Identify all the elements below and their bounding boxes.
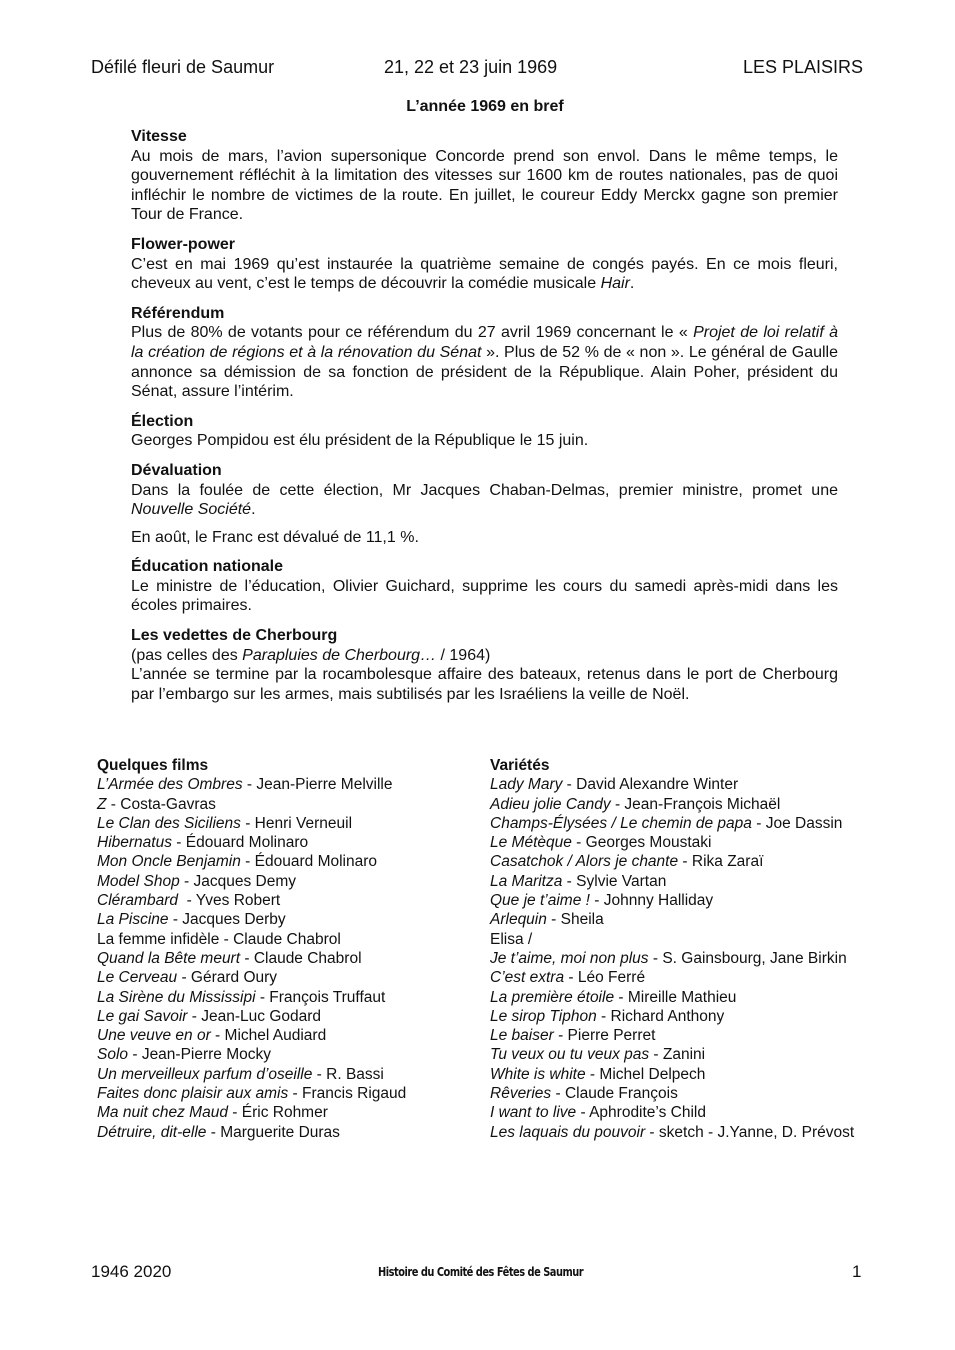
section-paragraph bbox=[131, 323, 838, 401]
entry-author: Édouard Molinaro bbox=[254, 853, 378, 871]
header-event-name: Défilé fleuri de Saumur bbox=[91, 57, 275, 77]
entry-title: Le sirop Tiphon bbox=[490, 1007, 597, 1025]
entry-author: Zanini bbox=[662, 1046, 706, 1064]
year-summary-sections bbox=[131, 127, 838, 714]
entry-title: Z bbox=[97, 795, 107, 813]
entry-title: Faites donc plaisir aux amis bbox=[97, 1085, 289, 1103]
section-paragraph bbox=[131, 431, 838, 451]
entry-title: Model Shop bbox=[97, 872, 180, 890]
song-item bbox=[490, 1026, 854, 1045]
entry-title: Que je t’aime ! bbox=[490, 892, 590, 910]
section-heading: Élection bbox=[131, 412, 194, 430]
song-item bbox=[490, 852, 854, 871]
section-heading: Dévaluation bbox=[131, 461, 222, 479]
entry-title: White is white bbox=[490, 1065, 586, 1083]
entry-title: Je t’aime, moi non plus bbox=[490, 949, 649, 967]
text-run: (pas celles des bbox=[131, 646, 243, 664]
entry-title: I want to live bbox=[490, 1104, 577, 1122]
entry-separator: - bbox=[678, 853, 692, 871]
summary-section bbox=[131, 304, 838, 402]
entry-author: Jean-Luc Godard bbox=[201, 1007, 322, 1025]
entry-separator: - bbox=[562, 776, 577, 794]
entry-author: Édouard Molinaro bbox=[185, 834, 309, 852]
film-item bbox=[97, 1084, 406, 1103]
text-run: L’année se termine par la rocambolesque affaire des bateaux, retenus dans le port de Cherbourg par l’embargo sur les armes, mais subtilisés par les Israéliens la veille de Noël. bbox=[131, 666, 838, 703]
entry-title: Clérambard bbox=[97, 892, 178, 910]
text-run: . bbox=[629, 275, 635, 293]
entry-author: Jacques Demy bbox=[193, 872, 297, 890]
song-item bbox=[490, 968, 854, 987]
entry-separator: - bbox=[551, 1085, 565, 1103]
header-dates: 21, 22 et 23 juin 1969 bbox=[384, 57, 558, 77]
entry-author: Pierre Perret bbox=[567, 1027, 656, 1045]
song-item bbox=[490, 1123, 854, 1142]
entry-title: La Maritza bbox=[490, 872, 563, 890]
entry-separator: - bbox=[179, 872, 194, 890]
entry-separator: - bbox=[645, 1123, 659, 1141]
entry-author: Sylvie Vartan bbox=[576, 872, 667, 890]
film-item bbox=[97, 1123, 406, 1142]
song-item bbox=[490, 1103, 854, 1122]
entry-separator: - bbox=[240, 814, 255, 832]
entry-author: Aphrodite’s Child bbox=[589, 1104, 706, 1122]
entry-author: sketch - J.Yanne, D. Prévost bbox=[658, 1123, 855, 1141]
text-run: C’est en mai 1969 qu’est instaurée la quatrième semaine de congés payés. En ce mois fleuri, cheveux au vent, c’est le temps de découvrir la comédie musicale bbox=[131, 255, 838, 293]
song-item bbox=[490, 795, 854, 814]
entry-separator: - bbox=[242, 776, 257, 794]
entry-separator: - bbox=[255, 988, 270, 1006]
entry-separator: - bbox=[171, 834, 186, 852]
entry-title: L’Armée des Ombres bbox=[97, 776, 243, 794]
entry-separator: - bbox=[553, 1027, 568, 1045]
film-item bbox=[97, 852, 406, 871]
entry-separator: - bbox=[564, 969, 578, 987]
film-item bbox=[97, 795, 406, 814]
entry-author: S. Gainsbourg, Jane Birkin bbox=[662, 949, 847, 967]
film-item bbox=[97, 872, 406, 891]
film-item bbox=[97, 910, 406, 929]
entry-separator: - bbox=[562, 872, 577, 890]
entry-title: La Piscine bbox=[97, 911, 169, 929]
text-run: ». Plus de 52 % de « non ». Le général de Gaulle annonce sa démission de sa fonction de président de la République. Alain Poher, président du Sénat, assure l’intérim. bbox=[131, 343, 838, 401]
entry-separator: - bbox=[585, 1065, 600, 1083]
song-item bbox=[490, 1065, 854, 1084]
section-paragraph bbox=[131, 646, 838, 705]
song-item bbox=[490, 1045, 854, 1064]
film-item bbox=[97, 1045, 406, 1064]
entry-author: Claude François bbox=[564, 1085, 678, 1103]
header-section-name: LES PLAISIRS bbox=[742, 57, 863, 77]
song-item bbox=[490, 910, 854, 929]
film-item bbox=[97, 814, 406, 833]
entry-separator: - bbox=[610, 795, 625, 813]
song-item bbox=[490, 891, 854, 910]
entry-separator: - bbox=[596, 1007, 611, 1025]
section-paragraph bbox=[131, 255, 838, 294]
entry-text: Elisa / bbox=[490, 930, 533, 948]
entry-separator: - bbox=[751, 814, 766, 832]
text-run: Georges Pompidou est élu président de la République le 15 juin. bbox=[131, 432, 589, 450]
entry-title: La Sirène du Mississipi bbox=[97, 988, 256, 1006]
song-item bbox=[490, 833, 854, 852]
section-heading: Référendum bbox=[131, 304, 225, 322]
section-paragraph bbox=[131, 147, 838, 225]
variety-heading: Variétés bbox=[490, 757, 550, 774]
entry-title: Quand la Bête meurt bbox=[97, 949, 241, 967]
entry-title: Le gai Savoir bbox=[97, 1007, 188, 1025]
entry-author: Rika Zaraï bbox=[691, 853, 764, 871]
page-number: 1 bbox=[852, 1262, 862, 1281]
song-item bbox=[490, 930, 854, 949]
section-heading: Flower-power bbox=[131, 235, 236, 253]
entry-separator: - bbox=[206, 1123, 221, 1141]
section-heading: Les vedettes de Cherbourg bbox=[131, 627, 338, 645]
entry-title: Tu veux ou tu veux pas bbox=[490, 1046, 650, 1064]
film-item bbox=[97, 1007, 406, 1026]
entry-author: Michel Audiard bbox=[224, 1027, 327, 1045]
film-item bbox=[97, 988, 406, 1007]
section-paragraph bbox=[131, 528, 838, 548]
entry-author: Henri Verneuil bbox=[254, 814, 353, 832]
entry-separator: - bbox=[187, 1007, 202, 1025]
variety-list bbox=[490, 775, 854, 1142]
entry-author: François Truffaut bbox=[269, 988, 386, 1006]
text-run: Au mois de mars, l’avion supersonique Concorde prend son envol. Dans le même temps, le gouvernement réfléchit à la limitation des vitesses sur 1600 km de routes nationales, pas de quoi infléchir le nombre de victimes de la route. En juillet, le coureur Eddy Merckx gagne son premier Tour de France. bbox=[131, 147, 838, 224]
summary-section bbox=[131, 626, 838, 704]
entry-text: La femme infidèle - Claude Chabrol bbox=[97, 930, 341, 948]
entry-title: Solo bbox=[97, 1046, 129, 1064]
film-item bbox=[97, 1103, 406, 1122]
entry-title: Le Métèque bbox=[490, 834, 572, 852]
entry-author: Georges Moustaki bbox=[585, 834, 712, 852]
italic-text: Projet de loi relatif à la création de régions et à la rénovation du Sénat bbox=[131, 324, 839, 361]
song-item bbox=[490, 988, 854, 1007]
italic-text: Hair bbox=[600, 275, 630, 293]
entry-title: La première étoile bbox=[490, 988, 615, 1006]
film-item bbox=[97, 930, 406, 949]
song-item bbox=[490, 872, 854, 891]
section-heading: Éducation nationale bbox=[131, 558, 284, 576]
entry-author: R. Bassi bbox=[326, 1065, 384, 1083]
entry-separator: - bbox=[288, 1085, 303, 1103]
footer-years: 1946 2020 bbox=[91, 1262, 172, 1281]
entry-title: C’est extra bbox=[490, 969, 565, 987]
entry-author: Marguerite Duras bbox=[220, 1123, 340, 1141]
films-list bbox=[97, 775, 406, 1142]
entry-title: Arlequin bbox=[490, 911, 547, 929]
entry-author: Éric Rohmer bbox=[241, 1104, 328, 1122]
film-item bbox=[97, 968, 406, 987]
entry-separator: - bbox=[614, 988, 628, 1006]
footer-book-title: Histoire du Comité des Fêtes de Saumur bbox=[378, 1265, 584, 1279]
entry-author: David Alexandre Winter bbox=[576, 776, 739, 794]
summary-section bbox=[131, 412, 838, 451]
film-item bbox=[97, 833, 406, 852]
entry-separator: - bbox=[106, 795, 121, 813]
entry-title: Ma nuit chez Maud bbox=[97, 1104, 228, 1122]
summary-section bbox=[131, 461, 838, 547]
entry-title: Un merveilleux parfum d’oseille bbox=[97, 1065, 313, 1083]
entry-separator: - bbox=[227, 1104, 242, 1122]
entry-separator: - bbox=[240, 949, 254, 967]
entry-author: Costa-Gavras bbox=[120, 795, 216, 813]
entry-title: Adieu jolie Candy bbox=[490, 795, 611, 813]
films-column bbox=[97, 756, 406, 1142]
entry-author: Jean-Pierre Mocky bbox=[141, 1046, 272, 1064]
song-item bbox=[490, 775, 854, 794]
film-item bbox=[97, 891, 406, 910]
entry-title: Champs-Élysées / Le chemin de papa bbox=[490, 814, 752, 832]
entry-author: Joe Dassin bbox=[765, 814, 843, 832]
entry-author: Gérard Oury bbox=[190, 969, 278, 987]
text-run: En août, le Franc est dévalué de 11,1 %. bbox=[131, 528, 419, 546]
entry-title: Le Clan des Siciliens bbox=[97, 814, 241, 832]
text-run: Le ministre de l’éducation, Olivier Guichard, supprime les cours du samedi après-midi dans les écoles primaires. bbox=[131, 577, 838, 615]
entry-separator: - bbox=[546, 911, 561, 929]
entry-title: Détruire, dit-elle bbox=[97, 1123, 207, 1141]
entry-author: Léo Ferré bbox=[577, 969, 646, 987]
variety-column bbox=[490, 756, 854, 1142]
film-item bbox=[97, 1026, 406, 1045]
entry-title: Mon Oncle Benjamin bbox=[97, 853, 241, 871]
entry-title: Une veuve en or bbox=[97, 1027, 211, 1045]
song-item bbox=[490, 1084, 854, 1103]
section-paragraph bbox=[131, 577, 838, 616]
entry-separator: - bbox=[168, 911, 183, 929]
song-item bbox=[490, 949, 854, 968]
entry-title: Le baiser bbox=[490, 1027, 554, 1045]
entry-author: Johnny Halliday bbox=[603, 892, 714, 910]
entry-separator: - bbox=[312, 1065, 327, 1083]
entry-separator: - bbox=[240, 853, 255, 871]
entry-title: Hibernatus bbox=[97, 834, 172, 852]
entry-separator: - bbox=[649, 1046, 663, 1064]
page-header bbox=[0, 57, 955, 81]
entry-author: Jacques Derby bbox=[182, 911, 286, 929]
entry-title: Rêveries bbox=[490, 1085, 552, 1103]
summary-section bbox=[131, 127, 838, 225]
entry-title: Les laquais du pouvoir bbox=[490, 1123, 646, 1141]
summary-section bbox=[131, 557, 838, 616]
entry-title: Le Cerveau bbox=[97, 969, 178, 987]
summary-section bbox=[131, 235, 838, 294]
entry-title: Lady Mary bbox=[490, 776, 563, 794]
text-run: / 1964) bbox=[436, 646, 491, 664]
entry-separator: - bbox=[177, 892, 196, 910]
entry-author: Jean-François Michaël bbox=[624, 795, 781, 813]
entry-separator: - bbox=[648, 949, 663, 967]
italic-text: Nouvelle Société bbox=[131, 501, 252, 519]
entry-author: Sheila bbox=[560, 911, 604, 929]
film-item bbox=[97, 775, 406, 794]
entry-separator: - bbox=[210, 1027, 225, 1045]
entry-title: Casatchok / Alors je chante bbox=[490, 853, 679, 871]
entry-separator: - bbox=[571, 834, 586, 852]
text-run: Plus de 80% de votants pour ce référendum du 27 avril 1969 concernant le « bbox=[131, 324, 694, 342]
entry-author: Mireille Mathieu bbox=[627, 988, 737, 1006]
film-item bbox=[97, 1065, 406, 1084]
song-item bbox=[490, 814, 854, 833]
films-heading: Quelques films bbox=[97, 757, 209, 774]
italic-text: Parapluies de Cherbourg… bbox=[242, 646, 437, 664]
film-item bbox=[97, 949, 406, 968]
song-item bbox=[490, 1007, 854, 1026]
section-heading: Vitesse bbox=[131, 128, 187, 145]
entry-author: Francis Rigaud bbox=[302, 1085, 407, 1103]
entry-separator: - bbox=[177, 969, 191, 987]
entry-author: Richard Anthony bbox=[610, 1007, 725, 1025]
text-run: Dans la foulée de cette élection, Mr Jacques Chaban-Delmas, premier ministre, promet une bbox=[131, 481, 838, 499]
entry-author: Jean-Pierre Melville bbox=[256, 776, 393, 794]
entry-author: Michel Delpech bbox=[599, 1065, 706, 1083]
page-title: L’année 1969 en bref bbox=[406, 98, 564, 115]
entry-author: Yves Robert bbox=[195, 892, 281, 910]
text-run: . bbox=[251, 501, 256, 519]
entry-author: Claude Chabrol bbox=[253, 949, 362, 967]
entry-separator: - bbox=[128, 1046, 142, 1064]
entry-separator: - bbox=[589, 892, 604, 910]
page-footer bbox=[0, 1262, 955, 1284]
section-paragraph bbox=[131, 481, 838, 520]
entry-separator: - bbox=[576, 1104, 590, 1122]
